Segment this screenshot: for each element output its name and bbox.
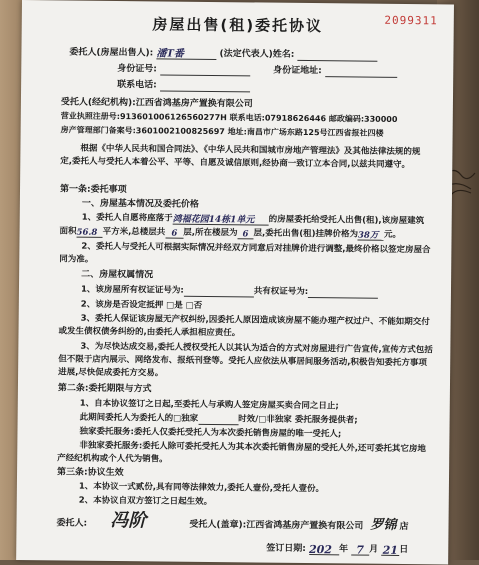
id-address-field <box>325 66 397 78</box>
exclusive-definition: 独家委托服务:委托人仅委托受托人为本次委托销售房屋的唯一受托人; <box>79 426 342 440</box>
agent-name: 受托人(经纪机构):江西省鸿基房产置换有限公司 <box>60 97 253 110</box>
effective-clause: 2、本协议自双方签订之日起生效。 <box>78 495 213 508</box>
section-1-sub2: 二、房屋权属情况 <box>81 269 154 281</box>
property-area-row: 面积56.8 平方米,总楼层共 6 层,所在楼层为 6 层,委托出售(租)挂牌价格为38万 元。 <box>59 226 402 241</box>
preamble: 根据《中华人民共和国合同法》、《中华人民共和国城市房地产管理法》及其他法律法规的规定,委托人与受托人本着公平、平等、自愿及诚信原则,经协商一致订立本合同,以兹共同遵守。 <box>60 143 421 171</box>
price-adjust-clause: 2、委托人与受托人可根据实际情况并经双方同意后对挂牌价进行调整,最终价格以签定房屋合同为准。 <box>59 241 431 265</box>
agent-license: 营业执照注册号:913601006126560277H 联系电话:07918626446 邮政编码:330000 <box>60 111 398 124</box>
client-phone-row: 联系电话: <box>117 79 453 95</box>
exclusive-choice-row: 此期间委托人为委托人的□独家 时效/□非独家 委托服务提供者; <box>79 412 358 426</box>
section-3-title: 第三条:协议生效 <box>57 467 124 479</box>
non-exclusive-definition: 非独家委托服务:委托人除可委托受托人为其本次委托销售房屋的受托人外,还可委托其它房地产经纪机构或个人代为销售。 <box>57 440 427 465</box>
ownership-cert-row: 1、该房屋所有权证证号为: 共有权证号为: <box>81 284 451 300</box>
total-floors-value: 6 <box>165 228 183 239</box>
copies-clause: 1、本协议一式贰份,具有同等法律效力,委托人壹份,受托人壹份。 <box>78 481 325 495</box>
sign-year: 202 <box>309 544 339 555</box>
client-id-row: 身份证号: 身份证地址: <box>117 63 453 79</box>
client-name-row: 委托人(房屋出售人): 潘T番 (法定代表人)姓名: <box>69 47 453 63</box>
serial-number: 2099311 <box>384 13 438 28</box>
signature-row: 委托人: 冯阶 受托人(盖章):江西省鸿基房产置换有限公司 罗锦 店 <box>56 509 409 533</box>
section-2-title: 第二条:委托期限与方式 <box>57 383 152 395</box>
agreement-paper <box>16 0 454 564</box>
legal-rep-field <box>297 50 377 62</box>
sign-day: 21 <box>382 543 399 557</box>
section-1-sub1: 一、房屋基本情况及委托价格 <box>81 198 199 210</box>
term-clause: 1、自本协议签订之日起,至委托人与承购人签定房屋买卖合同之日止; <box>79 398 339 412</box>
agent-signature: 罗锦 <box>370 517 397 533</box>
phone-field <box>160 80 250 92</box>
client-name-hand: 潘T番 <box>156 48 216 60</box>
document-title: 房屋出售(租)委托协议 <box>152 15 324 36</box>
co-ownership-field <box>308 287 378 299</box>
property-location-hand: 鸿福花园14栋1单元 <box>173 214 269 226</box>
ownership-guarantee-clause: 3、委托人保证该房屋无产权纠纷,因委托人原因造成该房屋不能办理产权过户、不能如期交付或发生债权债务纠纷的,由委托人承担相应责任。 <box>58 313 430 339</box>
sign-date-row: 签订日期: 202 年 7 月 21日 <box>266 543 409 557</box>
ownership-cert-field <box>184 286 254 298</box>
id-number-field <box>160 64 250 76</box>
advertising-clause: 3、为尽快达成交易,委托人授权受托人以其认为适合的方式对房屋进行广告宣传,宣传方式包括但不限于店内展示、网络发布、报纸刊登等。受托人应依法从事居间服务活动,积极告知委托方事项进展,尽快促成委托方交易。 <box>58 341 433 379</box>
property-location-row: 1、委托人自愿将座落于鸿福花园14栋1单元 的房屋委托给受托人出售(租),该房屋建筑 <box>81 212 425 227</box>
agent-address: 房产管理部门备案号:3601002100825697 地址:南昌市广场东路125号江西省报社四楼 <box>60 125 384 138</box>
sign-month: 7 <box>351 544 369 555</box>
exclusive-term-field <box>198 414 238 425</box>
client-signature: 冯阶 <box>110 509 147 532</box>
area-value: 56.8 <box>77 227 103 238</box>
floor-value: 6 <box>237 228 253 239</box>
mortgage-row: 2、该房是否设定抵押 □是 □否 <box>80 299 203 311</box>
price-value: 38万 <box>358 230 384 241</box>
section-1-title: 第一条:委托事项 <box>59 184 127 196</box>
